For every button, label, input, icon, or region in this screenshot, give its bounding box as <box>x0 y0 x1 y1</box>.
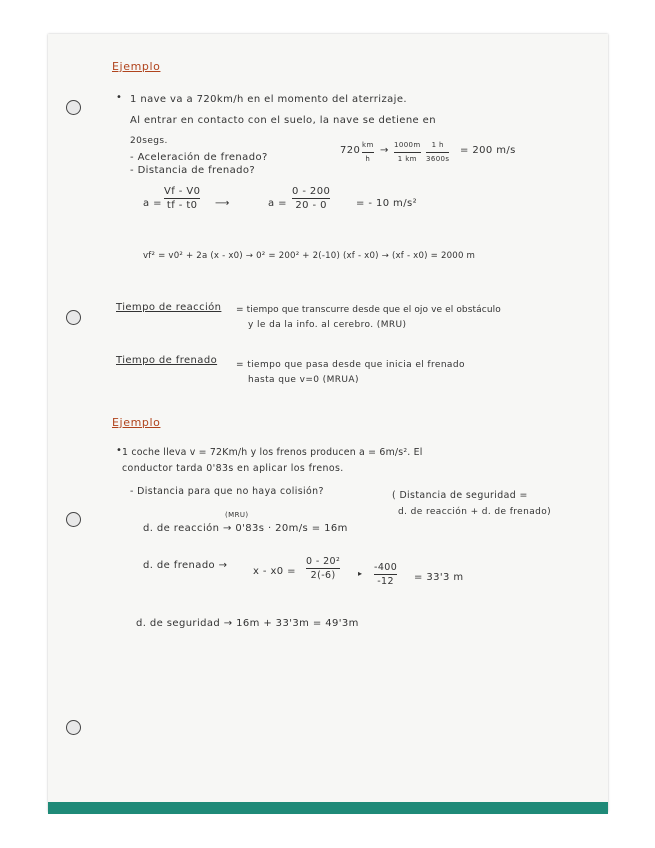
punch-hole <box>66 310 81 325</box>
example1-line1: 1 nave va a 720km/h en el momento del aterrizaje. <box>130 94 407 105</box>
accel-fraction <box>164 186 200 211</box>
arrow-triangle: ▸ <box>358 569 363 578</box>
braking-fraction-values <box>374 562 397 587</box>
example1-question2: - Distancia de frenado? <box>130 165 256 176</box>
numerator: -400 <box>374 562 398 573</box>
reaction-time-def1: = tiempo que transcurre desde que el ojo ve el obstáculo <box>236 305 501 315</box>
braking-result: = 33'3 m <box>414 572 464 583</box>
numerator: Vf - V0 <box>164 186 201 197</box>
denominator: 2(-6) <box>310 570 336 581</box>
denominator: 20 - 0 <box>295 200 327 211</box>
denominator: tf - t0 <box>166 200 198 211</box>
braking-fraction <box>306 556 340 581</box>
fraction-h-s <box>426 140 449 165</box>
reaction-time-term: Tiempo de reacción <box>116 302 222 313</box>
numerator: 0 - 20² <box>306 556 341 567</box>
numerator: 1 h <box>431 141 444 149</box>
denominator: h <box>365 155 371 163</box>
numerator: km <box>362 141 374 149</box>
conversion-result: = 200 m/s <box>460 145 516 156</box>
numerator: 0 - 200 <box>292 186 331 197</box>
accel-fraction-values <box>292 186 330 211</box>
safety-distance-result: d. de seguridad → 16m + 33'3m = 49'3m <box>136 618 359 629</box>
braking-time-def1: = tiempo que pasa desde que inicia el frenado <box>236 360 465 370</box>
example1-heading: Ejemplo <box>112 60 161 73</box>
arrow: → <box>380 145 389 156</box>
example2-line2: conductor tarda 0'83s en aplicar los frenos. <box>122 463 344 474</box>
accel-mid: a = <box>268 198 287 209</box>
fraction-m-km <box>394 140 421 165</box>
page-bottom-edge <box>48 802 608 814</box>
example2-question: - Distancia para que no haya colisión? <box>130 486 324 497</box>
bullet: • <box>116 445 123 456</box>
mru-label: (MRU) <box>225 511 249 519</box>
example1-line3: 20segs. <box>130 136 168 146</box>
example2-line1: 1 coche lleva v = 72Km/h y los frenos producen a = 6m/s². El <box>122 447 423 458</box>
braking-time-def2: hasta que v=0 (MRUA) <box>248 375 359 385</box>
numerator: 1000m <box>394 141 421 149</box>
velocity-equation: vf² = v0² + 2a (x - x0) → 0² = 200² + 2(-10) (xf - x0) → (xf - x0) = 2000 m <box>143 251 476 261</box>
denominator: -12 <box>377 576 394 587</box>
fraction-km-h <box>362 140 374 165</box>
bullet: • <box>116 92 123 103</box>
reaction-distance: d. de reacción → 0'83s · 20m/s = 16m <box>143 523 348 534</box>
braking-distance-label: d. de frenado → <box>143 560 228 571</box>
example2-heading: Ejemplo <box>112 416 161 429</box>
punch-hole <box>66 512 81 527</box>
denominator: 3600s <box>426 155 450 163</box>
example1-line2: Al entrar en contacto con el suelo, la nave se detiene en <box>130 115 436 126</box>
arrow-long: ⟶ <box>215 198 230 209</box>
braking-time-term: Tiempo de frenado <box>116 355 218 366</box>
example1-question1: - Aceleración de frenado? <box>130 152 268 163</box>
punch-hole <box>66 720 81 735</box>
safety-distance-term: ( Distancia de seguridad = <box>392 490 528 501</box>
punch-hole <box>66 100 81 115</box>
accel-lhs: a = <box>143 198 162 209</box>
reaction-time-def2: y le da la info. al cerebro. (MRU) <box>248 320 407 330</box>
conversion-start: 720 <box>340 145 361 156</box>
braking-distance-x: x - x0 = <box>253 566 296 577</box>
denominator: 1 km <box>397 155 417 163</box>
safety-distance-def: d. de reacción + d. de frenado) <box>398 507 552 517</box>
accel-result: = - 10 m/s² <box>356 198 417 209</box>
